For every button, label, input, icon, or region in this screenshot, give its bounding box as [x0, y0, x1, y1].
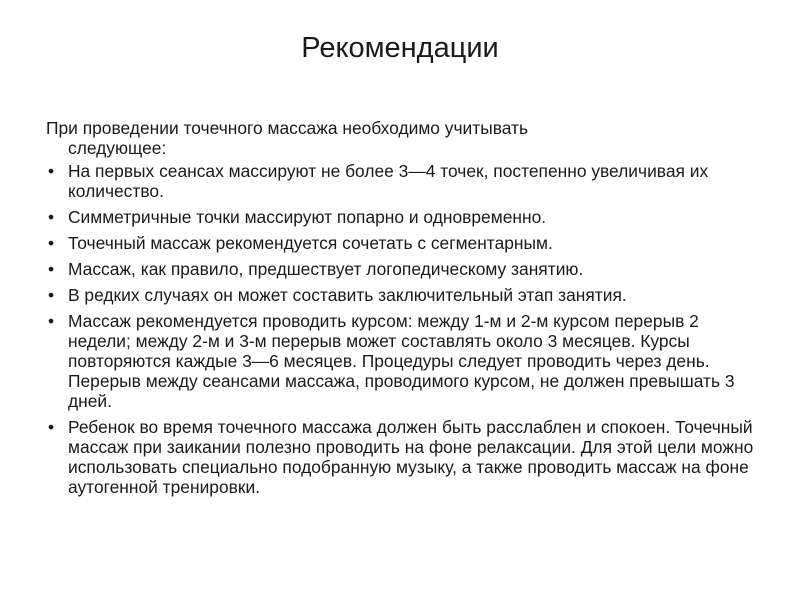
bullet-icon: •	[48, 285, 55, 305]
list-item-text: Массаж рекомендуется проводить курсом: между 1-м и 2-м курсом перерыв 2 недели; между 2-м и 3-м перерыв может составлять около 3 месяцев. Курсы повторяются каждые 3—6 месяцев. Процедуры следует проводить через день. Перерыв между сеансами массажа, проводимого курсом, не должен превышать 3 дней.	[68, 311, 735, 411]
list-item	[46, 161, 758, 201]
bullet-icon: •	[48, 161, 55, 181]
bullet-icon: •	[48, 417, 55, 437]
list-item	[46, 207, 758, 227]
list-item-text: Симметричные точки массируют попарно и одновременно.	[68, 207, 547, 227]
list-item-text: В редких случаях он может составить заключительный этап занятия.	[68, 285, 627, 305]
slide-content	[46, 118, 758, 503]
intro-line-2: следующее:	[68, 138, 167, 158]
intro-line-1: При проведении точечного массажа необходимо учитывать	[46, 118, 529, 138]
list-item-text: Точечный массаж рекомендуется сочетать с сегментарным.	[68, 233, 553, 253]
list-item	[46, 259, 758, 279]
bullet-icon: •	[48, 207, 55, 227]
list-item	[46, 311, 758, 411]
recommendation-list	[46, 161, 758, 497]
slide-title: Рекомендации	[301, 32, 499, 64]
list-item-text: На первых сеансах массируют не более 3—4 точек, постепенно увеличивая их количество.	[68, 161, 709, 201]
bullet-icon: •	[48, 233, 55, 253]
bullet-icon: •	[48, 311, 55, 331]
bullet-icon: •	[48, 259, 55, 279]
list-item-text: Ребенок во время точечного массажа должен быть расслаблен и спокоен. Точечный массаж при заикании полезно проводить на фоне релаксации. Для этой цели можно использовать специально подобранную музыку, а также проводить массаж на фоне аутогенной тренировки.	[68, 417, 754, 497]
list-item-text: Массаж, как правило, предшествует логопедическому занятию.	[68, 259, 584, 279]
list-item	[46, 233, 758, 253]
list-item	[46, 417, 758, 497]
intro-paragraph	[46, 118, 758, 158]
list-item	[46, 285, 758, 305]
